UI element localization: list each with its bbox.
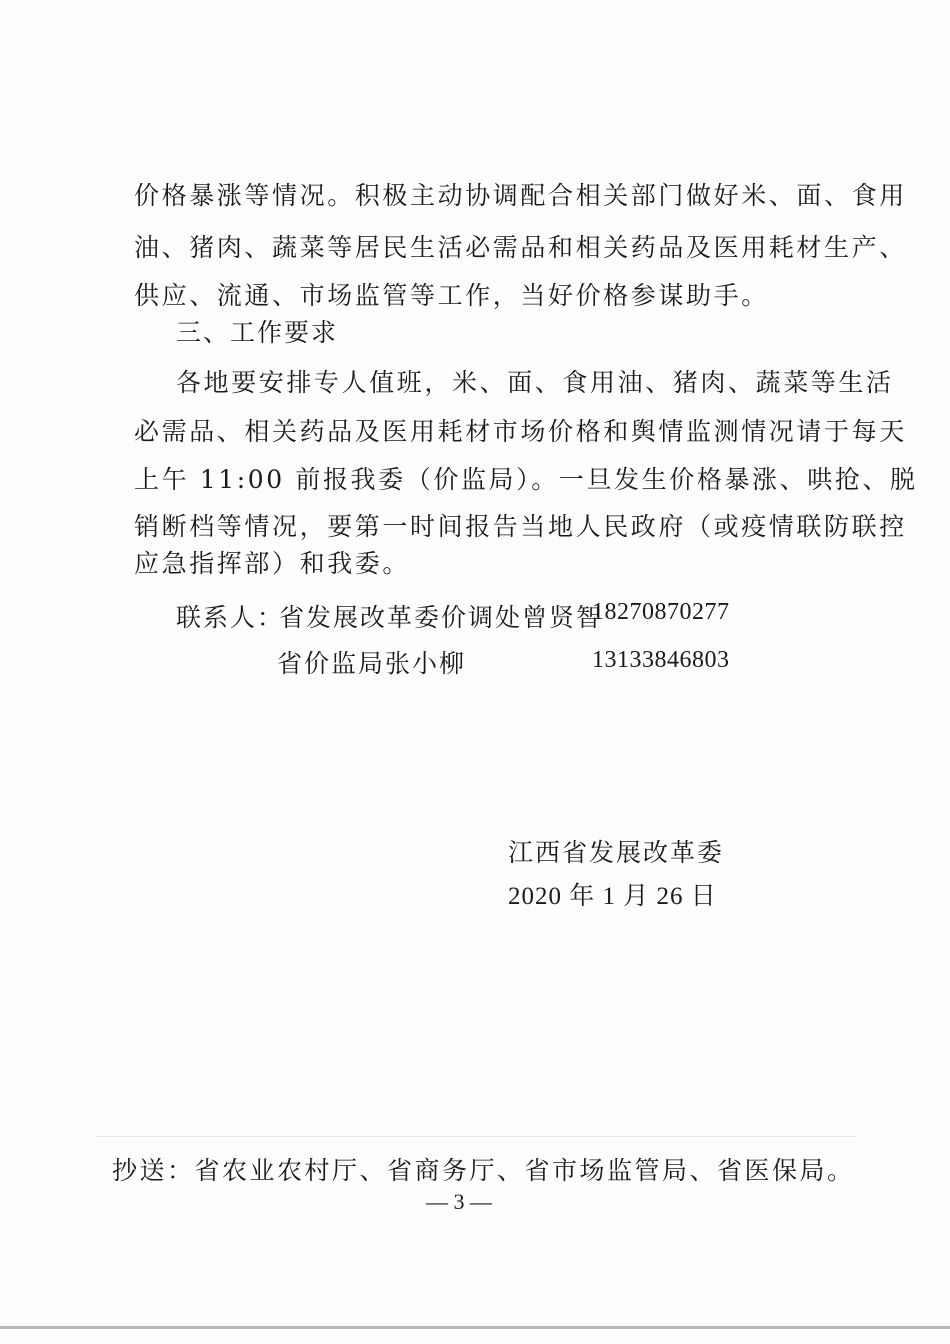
contact-name-1: 省发展改革委价调处曾贤智 bbox=[279, 603, 604, 632]
requirement-line-2: 必需品、相关药品及医用耗材市场价格和舆情监测情况请于每天 bbox=[134, 417, 907, 446]
body-line-1: 价格暴涨等情况。积极主动协调配合相关部门做好米、面、食用 bbox=[134, 181, 907, 210]
contact-label: 联系人： bbox=[176, 603, 285, 632]
contact-name-2: 省价监局张小柳 bbox=[277, 649, 467, 678]
page-number: — 3 — bbox=[426, 1189, 492, 1214]
cc-line: 抄送：省农业农村厅、省商务厅、省市场监管局、省医保局。 bbox=[112, 1156, 855, 1185]
requirement-line-4: 销断档等情况，要第一时间报告当地人民政府（或疫情联防联控 bbox=[134, 512, 907, 541]
requirement-line-3: 上午 11:00 前报我委（价监局）。一旦发生价格暴涨、哄抢、脱 bbox=[134, 465, 918, 494]
body-line-3: 供应、流通、市场监管等工作，当好价格参谋助手。 bbox=[134, 281, 769, 310]
requirement-line-5: 应急指挥部）和我委。 bbox=[134, 549, 411, 578]
section-heading: 三、工作要求 bbox=[176, 318, 339, 347]
contact-phone-2: 13133846803 bbox=[592, 647, 730, 673]
contact-phone-1: 18270870277 bbox=[592, 599, 730, 625]
requirement-line-1: 各地要安排专人值班，米、面、食用油、猪肉、蔬菜等生活 bbox=[176, 368, 894, 397]
signature-date: 2020 年 1 月 26 日 bbox=[508, 883, 717, 910]
scan-edge bbox=[0, 1326, 950, 1329]
signature-org: 江西省发展改革委 bbox=[508, 838, 725, 867]
body-line-2: 油、猪肉、蔬菜等居民生活必需品和相关药品及医用耗材生产、 bbox=[134, 233, 907, 262]
cc-divider bbox=[96, 1136, 856, 1137]
